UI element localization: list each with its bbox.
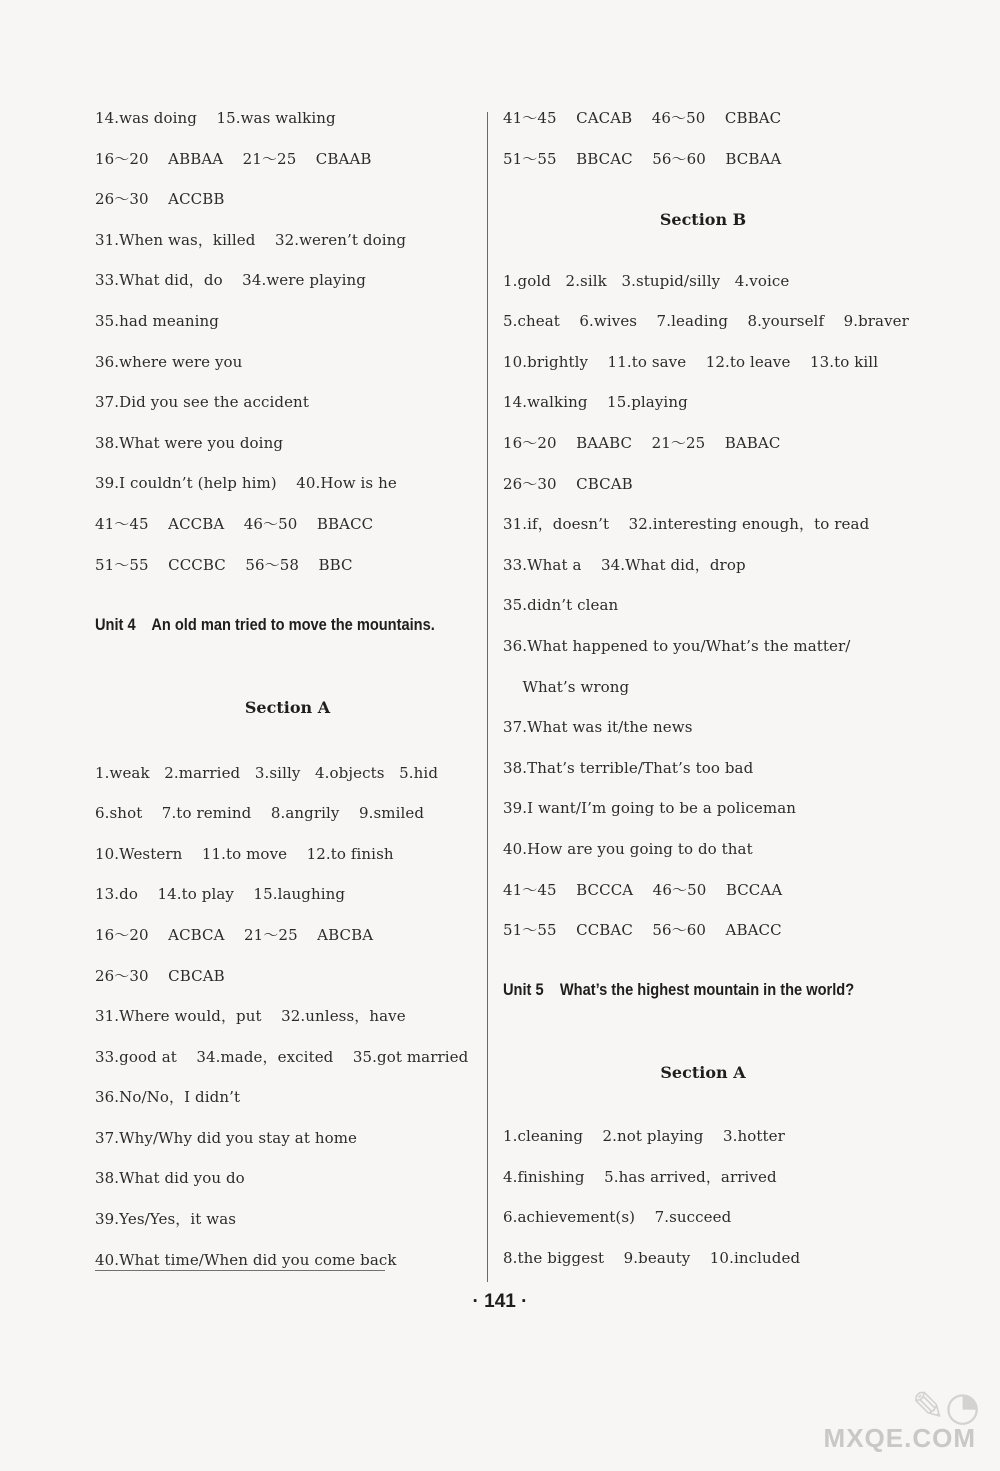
answer-line: 16～20 ABBAA 21～25 CBAAB (95, 149, 372, 168)
answer-line: 37.What was it/the news (503, 718, 693, 737)
answer-line: 40.How are you going to do that (503, 839, 753, 858)
answer-line: 38.That’s terrible/That’s too bad (503, 758, 754, 777)
answer-line: 16～20 BAABC 21～25 BABAC (503, 433, 781, 452)
watermark-text: MXQE.COM (823, 1423, 976, 1453)
answer-line: 51～55 BBCAC 56～60 BCBAA (503, 149, 782, 168)
watermark-glyphs-icon: ✎◔ (911, 1384, 980, 1430)
answer-line: 4.finishing 5.has arrived，arrived (503, 1167, 777, 1186)
section-a-title: Section A (660, 1063, 746, 1083)
answer-line: 41～45 BCCCA 46～50 BCCAA (503, 880, 783, 899)
answer-line: 6.achievement(s) 7.succeed (503, 1208, 732, 1227)
answer-line: 51～55 CCBAC 56～60 ABACC (503, 921, 782, 940)
answer-line: 38.What did you do (95, 1169, 245, 1188)
answer-line: 39.I couldn’t (help him) 40.How is he (95, 474, 397, 493)
section-b-title: Section B (659, 209, 747, 229)
answer-line: 41～45 ACCBA 46～50 BBACC (95, 514, 374, 533)
answer-line: 37.Did you see the accident (95, 393, 309, 412)
answer-line: 5.cheat 6.wives 7.leading 8.yourself 9.braver (503, 312, 909, 331)
answer-line: 38.What were you doing (95, 433, 284, 452)
answer-line: 26～30 CBCAB (95, 966, 225, 985)
answer-line: What’s wrong (503, 677, 630, 696)
answer-line: 31.When was，killed 32.weren’t doing (95, 230, 407, 249)
unit-4-title: Unit 4 An old man tried to move the mountains. (95, 614, 435, 634)
answer-line: 40.What time/When did you come back (95, 1250, 397, 1269)
answer-line: 33.What did，do 34.were playing (95, 271, 366, 290)
section-a-title: Section A (244, 697, 331, 717)
answer-line: 33.good at 34.made，excited 35.got married (95, 1047, 469, 1066)
watermark-logo (823, 1380, 990, 1462)
answer-line: 31.if，doesn’t 32.interesting enough，to read (503, 515, 870, 534)
answer-line: 1.weak 2.married 3.silly 4.objects 5.hid (95, 763, 439, 782)
column-divider (487, 112, 488, 1282)
answer-line: 14.walking 15.playing (503, 393, 688, 412)
answer-line: 26～30 ACCBB (95, 190, 225, 209)
answer-line: 39.I want/I’m going to be a policeman (503, 799, 797, 818)
answer-line: 31.Where would，put 32.unless，have (95, 1007, 406, 1026)
answer-line: 13.do 14.to play 15.laughing (95, 885, 346, 904)
left-column (95, 108, 480, 1270)
page-number: · 141 · (472, 1291, 528, 1312)
answer-line: 8.the biggest 9.beauty 10.included (503, 1248, 801, 1267)
answer-line: 6.shot 7.to remind 8.angrily 9.smiled (95, 804, 425, 823)
answer-line: 33.What a 34.What did，drop (503, 555, 746, 574)
answer-line: 16～20 ACBCA 21～25 ABCBA (95, 925, 374, 944)
answer-line: 39.Yes/Yes，it was (95, 1210, 237, 1229)
answer-line: 51～55 CCCBC 56～58 BBC (95, 555, 353, 574)
answer-line: 26～30 CBCAB (503, 474, 633, 493)
answer-line: 35.had meaning (95, 311, 219, 330)
answer-line: 35.didn’t clean (503, 596, 619, 615)
answer-line: 1.cleaning 2.not playing 3.hotter (503, 1127, 785, 1146)
page-bottom-rule (95, 1270, 385, 1271)
answer-line: 36.What happened to you/What’s the matter/ (503, 636, 851, 655)
answer-line: 14.was doing 15.was walking (95, 109, 336, 127)
answer-line: 41～45 CACAB 46～50 CBBAC (503, 109, 782, 127)
answer-line: 37.Why/Why did you stay at home (95, 1128, 358, 1147)
answer-line: 10.brightly 11.to save 12.to leave 13.to kill (503, 352, 879, 371)
answer-line: 1.gold 2.silk 3.stupid/silly 4.voice (503, 271, 790, 290)
answer-line: 36.where were you (95, 352, 243, 371)
answer-line: 10.Western 11.to move 12.to finish (95, 844, 394, 863)
right-column (503, 108, 909, 1268)
answer-line: 36.No/No，I didn’t (95, 1088, 241, 1107)
unit-5-title: Unit 5 What’s the highest mountain in the world? (503, 980, 855, 1000)
